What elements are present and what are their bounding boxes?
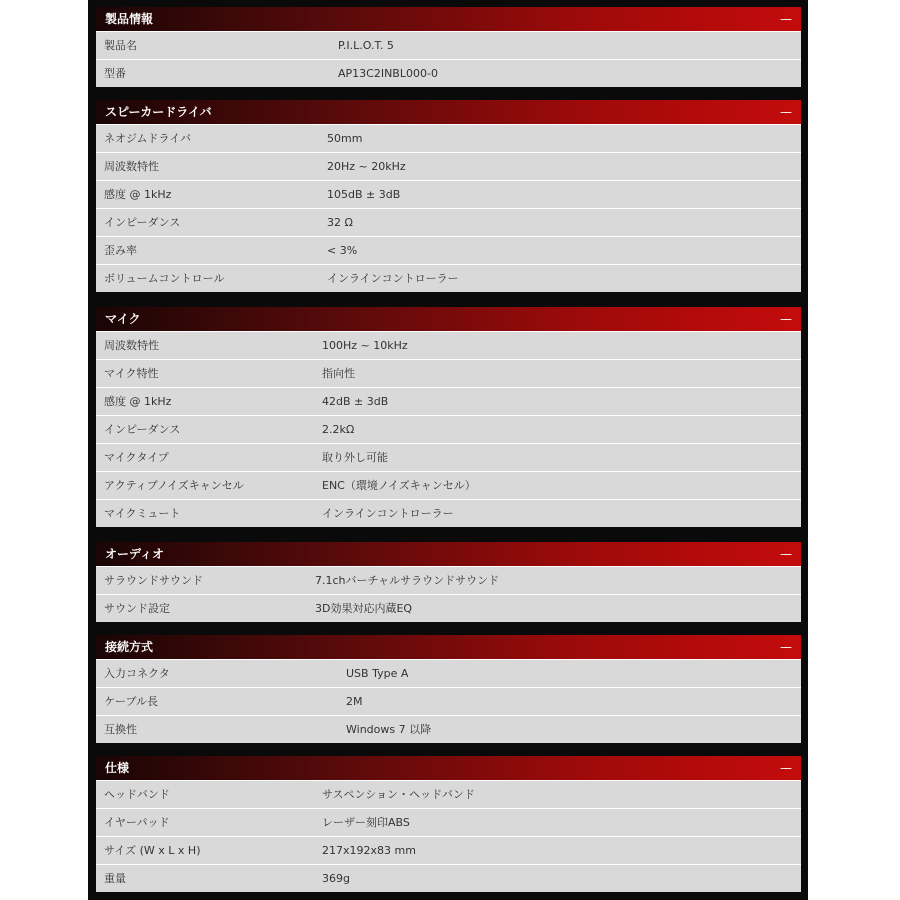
spec-label: マイクミュート [104, 507, 181, 520]
spec-row [96, 471, 801, 499]
spec-row [96, 387, 801, 415]
spec-label: マイク特性 [104, 367, 159, 380]
section-header[interactable] [96, 100, 801, 124]
section-microphone [96, 307, 801, 527]
spec-label: 感度 @ 1kHz [104, 395, 172, 408]
spec-row [96, 415, 801, 443]
spec-value: 20Hz ~ 20kHz [327, 160, 406, 173]
spec-label: ネオジムドライバ [104, 132, 192, 145]
spec-label: 入力コネクタ [104, 667, 170, 680]
spec-row [96, 31, 801, 59]
section-title: スピーカードライバ [105, 105, 212, 119]
section-title: 接続方式 [105, 640, 154, 654]
spec-label: イヤーパッド [104, 816, 170, 829]
spec-row [96, 443, 801, 471]
section-title: 仕様 [105, 761, 130, 775]
spec-value: ENC（環境ノイズキャンセル） [322, 479, 476, 492]
spec-row [96, 152, 801, 180]
spec-row [96, 715, 801, 743]
collapse-icon[interactable]: — [780, 105, 792, 119]
spec-row [96, 208, 801, 236]
spec-label: 周波数特性 [104, 339, 159, 352]
section-speaker-driver [96, 100, 801, 292]
collapse-icon[interactable]: — [780, 547, 792, 561]
section-header[interactable] [96, 307, 801, 331]
spec-value: 42dB ± 3dB [322, 395, 389, 408]
section-header[interactable] [96, 635, 801, 659]
section-product-info [96, 7, 801, 87]
spec-value: 100Hz ~ 10kHz [322, 339, 408, 352]
spec-label: 重量 [104, 872, 126, 885]
spec-label: ボリュームコントロール [104, 272, 225, 285]
spec-value: < 3% [327, 244, 358, 257]
section-specifications [96, 756, 801, 892]
spec-label: ヘッドバンド [104, 788, 170, 801]
spec-row [96, 864, 801, 892]
spec-row [96, 687, 801, 715]
collapse-icon[interactable]: — [780, 12, 792, 26]
spec-row [96, 808, 801, 836]
spec-label: 互換性 [104, 723, 137, 736]
spec-value: Windows 7 以降 [346, 723, 432, 736]
spec-label: インピーダンス [104, 423, 181, 436]
spec-row [96, 236, 801, 264]
spec-row [96, 594, 801, 622]
spec-value: レーザー刻印ABS [322, 816, 410, 829]
spec-value: 105dB ± 3dB [327, 188, 401, 201]
spec-sheet [88, 0, 808, 900]
spec-value: 取り外し可能 [322, 451, 388, 464]
spec-value: 217x192x83 mm [322, 844, 416, 857]
section-header[interactable] [96, 756, 801, 780]
spec-label: インピーダンス [104, 216, 181, 229]
spec-row [96, 780, 801, 808]
spec-label: サラウンドサウンド [104, 574, 203, 587]
spec-label: 周波数特性 [104, 160, 159, 173]
collapse-icon[interactable]: — [780, 761, 792, 775]
spec-value: 指向性 [322, 367, 355, 380]
spec-row [96, 836, 801, 864]
spec-value: 32 Ω [327, 216, 353, 229]
spec-value: 2M [346, 695, 363, 708]
spec-row [96, 264, 801, 292]
spec-label: サウンド設定 [104, 602, 170, 615]
collapse-icon[interactable]: — [780, 640, 792, 654]
spec-value: USB Type A [346, 667, 409, 680]
spec-label: マイクタイプ [104, 451, 169, 464]
spec-value: 7.1chバーチャルサラウンドサウンド [315, 574, 500, 587]
collapse-icon[interactable]: — [780, 312, 792, 326]
spec-value: 3D効果対応内蔵EQ [315, 602, 413, 615]
section-title: 製品情報 [105, 12, 154, 26]
spec-row [96, 180, 801, 208]
spec-value: 2.2kΩ [322, 423, 355, 436]
section-title: オーディオ [105, 547, 165, 561]
spec-label: 歪み率 [104, 244, 137, 257]
spec-value: サスペンション・ヘッドバンド [322, 788, 475, 801]
section-header[interactable] [96, 542, 801, 566]
spec-label: サイズ (W x L x H) [104, 844, 201, 857]
spec-row [96, 359, 801, 387]
spec-row [96, 124, 801, 152]
spec-row [96, 499, 801, 527]
spec-row [96, 566, 801, 594]
spec-value: 50mm [327, 132, 363, 145]
spec-row [96, 59, 801, 87]
spec-label: ケーブル長 [104, 695, 159, 708]
spec-label: 感度 @ 1kHz [104, 188, 172, 201]
spec-value: インラインコントローラー [322, 507, 454, 520]
section-header[interactable] [96, 7, 801, 31]
section-audio [96, 542, 801, 622]
section-title: マイク [105, 312, 141, 326]
spec-row [96, 331, 801, 359]
spec-row [96, 659, 801, 687]
spec-label: アクティブノイズキャンセル [104, 479, 244, 492]
spec-label: 型番 [104, 67, 126, 80]
section-connection [96, 635, 801, 743]
spec-value: P.I.L.O.T. 5 [338, 39, 394, 52]
spec-label: 製品名 [104, 39, 137, 52]
spec-value: インラインコントローラー [327, 272, 459, 285]
spec-value: 369g [322, 872, 350, 885]
spec-value: AP13C2INBL000-0 [338, 67, 438, 80]
